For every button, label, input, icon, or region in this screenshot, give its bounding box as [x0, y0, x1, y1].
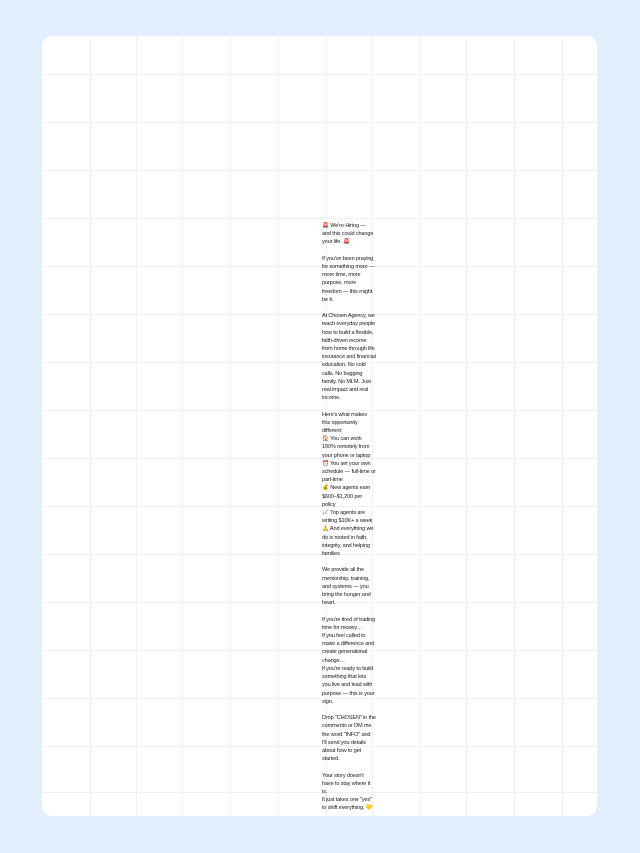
background-grid [42, 36, 597, 816]
post-paragraph [322, 566, 376, 607]
post-card [42, 36, 597, 816]
grid-line [278, 36, 279, 816]
post-line: It just takes one "yes" to shift everything. 💛 [322, 797, 373, 812]
grid-line [42, 746, 597, 747]
grid-line [42, 458, 597, 459]
post-line: If you've been praying for something more — more time, more purpose, more freedom — this might be it. [322, 255, 375, 303]
post-line: If you're ready to build something that lets you live and lead with purpose — this is your sign. [322, 665, 375, 705]
grid-line [514, 36, 515, 816]
post-paragraph [322, 616, 376, 706]
grid-line [230, 36, 231, 816]
grid-line [42, 602, 597, 603]
post-text [322, 222, 376, 813]
grid-line [90, 36, 91, 816]
grid-line [42, 266, 597, 267]
grid-line [562, 36, 563, 816]
grid-line [42, 314, 597, 315]
grid-line [42, 218, 597, 219]
post-paragraph [322, 714, 376, 763]
grid-line [182, 36, 183, 816]
post-line: Drop "CHOSEN" in the comments or DM me the word "INFO" and I'll send you details about how to get started. [322, 715, 376, 763]
post-line: ⏰ You set your own schedule — full-time or part-time [322, 460, 376, 484]
post-line: Your story doesn't have to stay where it is. [322, 772, 371, 795]
grid-line [42, 122, 597, 123]
grid-line [42, 554, 597, 555]
grid-line [42, 650, 597, 651]
post-line: If you feel called to make a difference and create generational change… [322, 633, 375, 664]
post-line: If you're tired of trading time for money… [322, 616, 376, 631]
grid-line [42, 506, 597, 507]
post-paragraph [322, 411, 376, 559]
post-line: 🙏 And everything we do is rooted in faith, integrity, and helping families [322, 526, 374, 558]
post-line: Here's what makes this opportunity different: [322, 411, 367, 435]
post-line: 💰 New agents earn $600–$1,200 per policy [322, 485, 371, 508]
grid-line [42, 362, 597, 363]
grid-line [136, 36, 137, 816]
post-line: We provide all the mentorship, training, and systems — you bring the hunger and heart. [322, 567, 371, 607]
post-line: 📈 Top agents are writing $10K+ a week [322, 510, 373, 525]
grid-line [42, 410, 597, 411]
grid-line [420, 36, 421, 816]
grid-line [42, 698, 597, 699]
post-paragraph [322, 312, 376, 402]
grid-line [466, 36, 467, 816]
grid-line [42, 792, 597, 793]
grid-line [42, 170, 597, 171]
post-line: 🏠 You can work 100% remotely from your phone or laptop [322, 436, 371, 459]
post-paragraph [322, 222, 376, 247]
post-line: At Chosen Agency, we teach everyday people how to build a flexible, faith-driven income from home through life insurance and financial education. No cold calls. No bugging family. No MLM. Just real impact and real income. [322, 313, 376, 402]
grid-line [42, 74, 597, 75]
post-line: 🚨 We're Hiring — and this could change your life. 🚨 [322, 223, 374, 246]
post-paragraph [322, 772, 376, 813]
post-paragraph [322, 255, 376, 304]
